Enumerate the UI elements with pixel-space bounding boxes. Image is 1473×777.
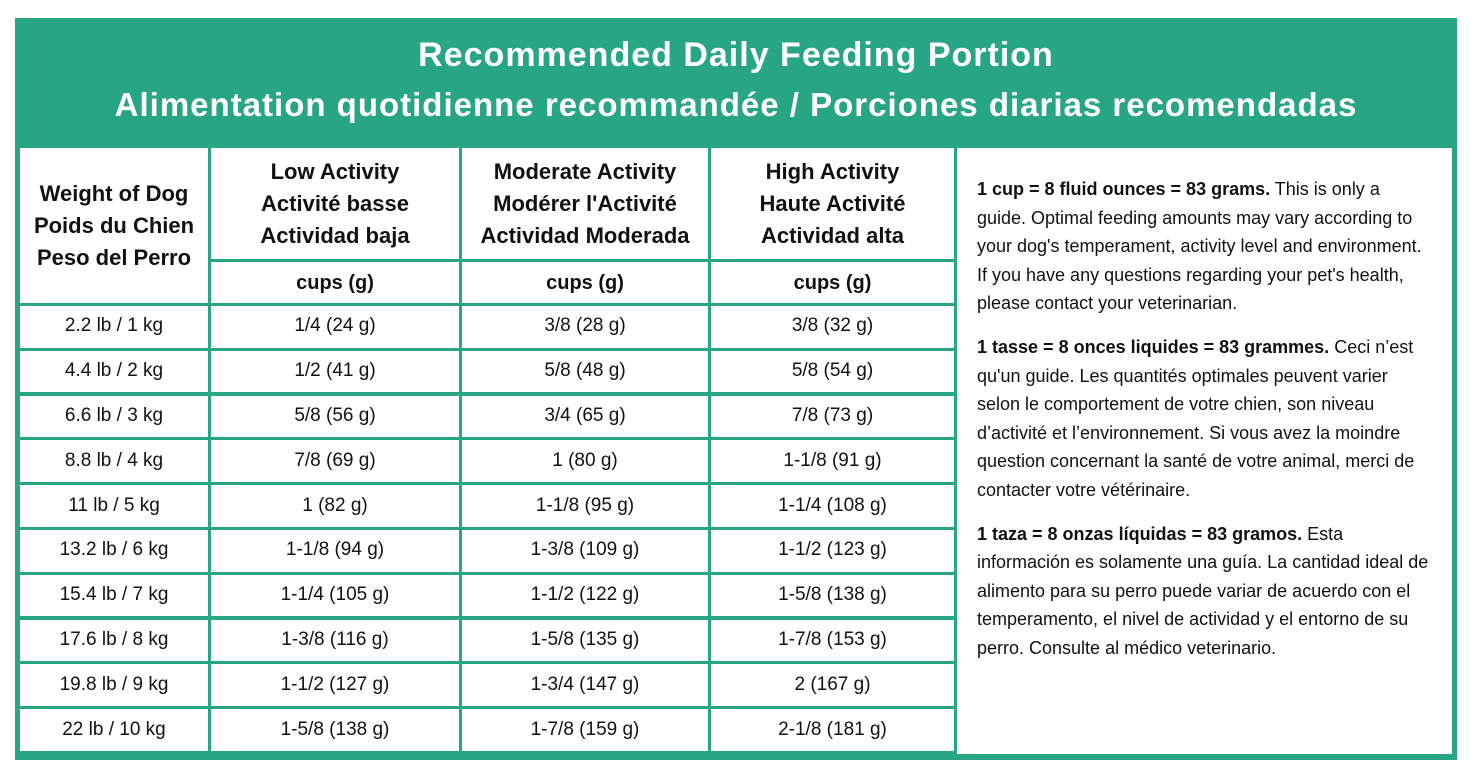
high-portion-cell: 1-1/4 (108 g) [711,485,954,527]
low-portion-cell: 1/2 (41 g) [211,351,459,393]
low-portion-cell: 1-1/8 (94 g) [211,530,459,572]
weight-header [20,148,208,303]
weight-cell: 4.4 lb / 2 kg [20,351,208,393]
low-header-fr: Activité basse [261,190,409,216]
weight-cell: 2.2 lb / 1 kg [20,306,208,348]
weight-cell: 22 lb / 10 kg [20,709,208,751]
weight-header-en: Weight of Dog [39,180,189,206]
moderate-portion-cell: 5/8 (48 g) [462,351,708,393]
moderate-header-fr: Modérer l'Activité [493,190,677,216]
note-french-text: Ceci n’est qu'un guide. Les quantités optimales peuvent varier selon le comportement de votre chien, son niveau d’activité et l’environnement. Si vous avez la moindre question concernant la santé de votre animal, merci de contacter votre vétérinaire. [977,336,1415,500]
moderate-portion-cell: 1-5/8 (135 g) [462,620,708,662]
title-english: Recommended Daily Feeding Portion [418,36,1054,74]
high-header-es: Actividad alta [760,222,905,248]
moderate-header-es: Actividad Moderada [480,222,690,248]
high-unit-header: cups (g) [711,262,954,303]
high-portion-cell: 5/8 (54 g) [711,351,954,393]
note-french [977,333,1432,505]
high-portion-cell: 2 (167 g) [711,664,954,706]
title-french-spanish: Alimentation quotidienne recommandée / Porciones diarias recomendadas [114,86,1358,123]
high-portion-cell: 7/8 (73 g) [711,396,954,438]
low-header-es: Actividad baja [260,222,410,248]
moderate-unit-header: cups (g) [462,262,708,303]
low-portion-cell: 1-1/4 (105 g) [211,575,459,617]
weight-cell: 15.4 lb / 7 kg [20,575,208,617]
moderate-header-en: Moderate Activity [493,158,677,184]
high-portion-cell: 1-7/8 (153 g) [711,620,954,662]
low-portion-cell: 7/8 (69 g) [211,440,459,482]
note-french-bold: 1 tasse = 8 onces liquides = 83 grammes. [977,336,1330,357]
high-header-en: High Activity [765,158,900,184]
feeding-chart [15,18,1457,760]
moderate-portion-cell: 1-3/8 (109 g) [462,530,708,572]
weight-cell: 6.6 lb / 3 kg [20,396,208,438]
moderate-portion-cell: 1-7/8 (159 g) [462,709,708,751]
low-portion-cell: 1 (82 g) [211,485,459,527]
moderate-activity-header [462,148,708,259]
low-portion-cell: 1/4 (24 g) [211,306,459,348]
note-spanish-text: Esta información es solamente una guía. La cantidad ideal de alimento para su perro puede variar de acuerdo con el temperamento, el nivel de actividad y el entorno de su perro. Consulte al médico veterinario. [977,523,1429,658]
note-spanish [977,520,1432,663]
weight-cell: 17.6 lb / 8 kg [20,620,208,662]
moderate-portion-cell: 3/8 (28 g) [462,306,708,348]
chart-title [15,18,1457,146]
low-header-en: Low Activity [270,158,400,184]
low-portion-cell: 1-5/8 (138 g) [211,709,459,751]
weight-cell: 13.2 lb / 6 kg [20,530,208,572]
low-portion-cell: 1-1/2 (127 g) [211,664,459,706]
high-portion-cell: 2-1/8 (181 g) [711,709,954,751]
note-english-bold: 1 cup = 8 fluid ounces = 83 grams. [977,179,1271,199]
high-portion-cell: 1-5/8 (138 g) [711,575,954,617]
measurement-notes [957,148,1452,754]
weight-header-fr: Poids du Chien [33,212,195,238]
low-unit-header: cups (g) [211,262,459,303]
note-english [977,175,1432,318]
high-activity-header [711,148,954,259]
weight-cell: 11 lb / 5 kg [20,485,208,527]
weight-cell: 8.8 lb / 4 kg [20,440,208,482]
high-header-fr: Haute Activité [759,190,906,216]
high-portion-cell: 3/8 (32 g) [711,306,954,348]
high-portion-cell: 1-1/2 (123 g) [711,530,954,572]
moderate-portion-cell: 1 (80 g) [462,440,708,482]
moderate-portion-cell: 1-1/8 (95 g) [462,485,708,527]
note-english-text: This is only a guide. Optimal feeding amounts may vary according to your dog's temperament, activity level and environment. If you have any questions regarding your pet's health, please contact your veterinarian. [977,179,1422,314]
moderate-portion-cell: 3/4 (65 g) [462,396,708,438]
moderate-portion-cell: 1-1/2 (122 g) [462,575,708,617]
moderate-portion-cell: 1-3/4 (147 g) [462,664,708,706]
weight-header-es: Peso del Perro [36,244,192,270]
note-spanish-bold: 1 taza = 8 onzas líquidas = 83 gramos. [977,523,1303,544]
weight-cell: 19.8 lb / 9 kg [20,664,208,706]
low-portion-cell: 5/8 (56 g) [211,396,459,438]
low-portion-cell: 1-3/8 (116 g) [211,620,459,662]
low-activity-header [211,148,459,259]
high-portion-cell: 1-1/8 (91 g) [711,440,954,482]
